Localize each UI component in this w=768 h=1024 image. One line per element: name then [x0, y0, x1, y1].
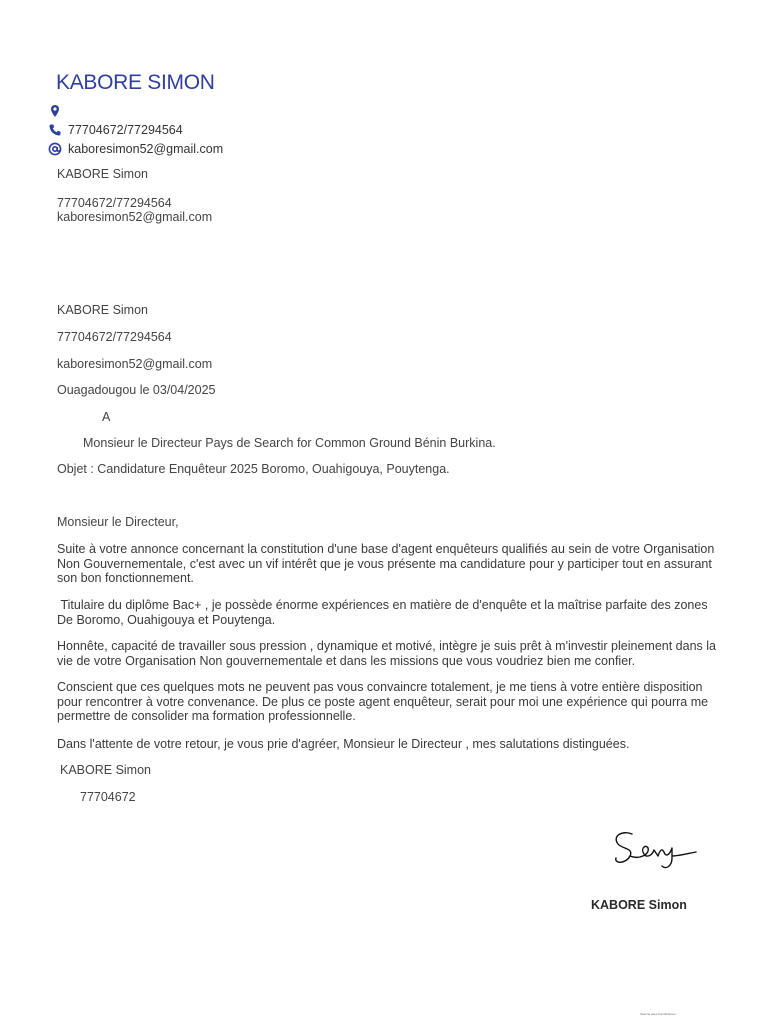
closing-name: KABORE Simon: [60, 763, 152, 777]
closing-phone: 77704672: [80, 790, 136, 804]
signed-name: KABORE Simon: [591, 898, 687, 912]
recipient-prefix: A: [102, 410, 111, 424]
header-email: kaboresimon52@gmail.com: [68, 142, 224, 156]
phone-icon: [48, 123, 62, 137]
paragraph-1: Suite à votre annonce concernant la constitution d'une base d'agent enquêteurs qualifiés au sein de votre Organisation Non Gouvernementale, c'est avec un vif intérêt que je vous présente ma candidature pour y participer tout en assurant son bon fonctionnement.: [57, 542, 715, 585]
block1-name: KABORE Simon: [57, 167, 149, 181]
block1-phone: 77704672/77294564: [57, 196, 172, 210]
block2-name: KABORE Simon: [57, 303, 149, 317]
email-at-icon: [48, 142, 62, 156]
block2-email: kaboresimon52@gmail.com: [57, 357, 213, 371]
handwritten-signature: [610, 826, 706, 874]
place-date: Ouagadougou le 03/04/2025: [57, 383, 216, 397]
paragraph-2: Titulaire du diplôme Bac+ , je possède énorme expériences en matière de d'enquête et la maîtrise parfaite des zones De Boromo, Ouahigouya et Pouytenga.: [57, 598, 712, 627]
recipient: Monsieur le Directeur Pays de Search for Common Ground Bénin Burkina.: [83, 436, 496, 450]
block2-phone: 77704672/77294564: [57, 330, 172, 344]
paragraph-3: Honnête, capacité de travailler sous pression , dynamique et motivé, intègre je suis prêt à m'investir pleinement dans la vie de votre Organisation Non gouvernementale et dans les missions que vous voudriez bien me confier.: [57, 639, 716, 668]
location-icon: [48, 104, 62, 118]
paragraph-4: Conscient que ces quelques mots ne peuvent pas vous convaincre totalement, je me tiens à votre entière disposition pour rencontrer à votre convenance. De plus ce poste agent enquêteur, serait pour moi une expérience qui pourra me permettre de consolider ma formation professionnelle.: [57, 680, 709, 723]
header-name: KABORE SIMON: [56, 71, 215, 94]
header-phone: 77704672/77294564: [68, 123, 183, 137]
email-row: [48, 142, 223, 156]
paragraph-5: Dans l'attente de votre retour, je vous prie d'agréer, Monsieur le Directeur , mes salutations distinguées.: [57, 737, 630, 751]
phone-row: [48, 123, 183, 137]
scanner-footnote: Scanné avec CamScanner: [640, 1012, 676, 1016]
block1-email: kaboresimon52@gmail.com: [57, 210, 213, 224]
location-row: [48, 104, 62, 118]
salutation: Monsieur le Directeur,: [57, 515, 179, 529]
subject-line: Objet : Candidature Enquêteur 2025 Boromo, Ouahigouya, Pouytenga.: [57, 462, 450, 476]
